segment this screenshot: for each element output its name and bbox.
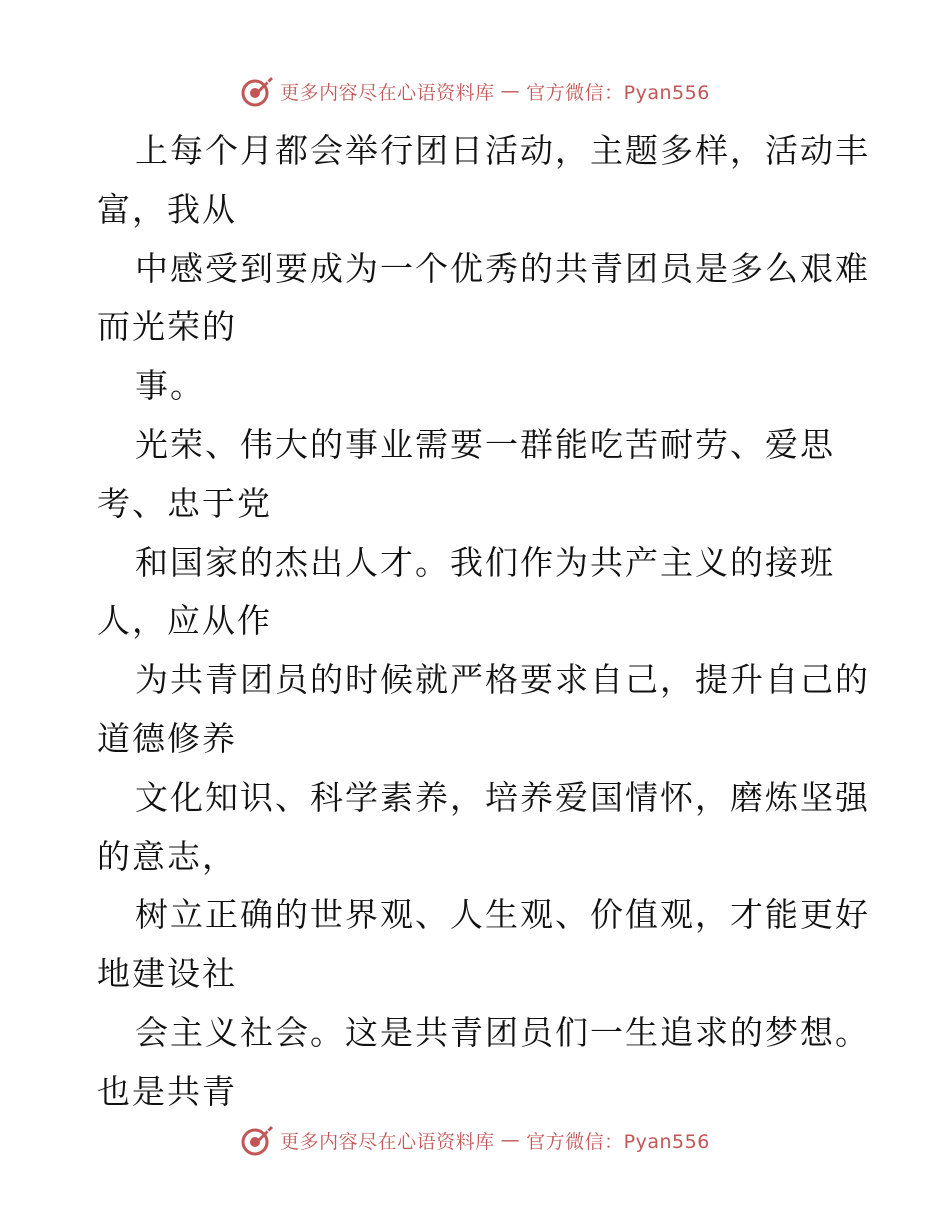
header-watermark: [0, 71, 950, 111]
text-line: 的意志，: [97, 836, 237, 876]
text-line: 人，应从作: [97, 601, 272, 641]
text-line: 光荣、伟大的事业需要一群能吃苦耐劳、爱思: [135, 424, 835, 464]
text-line: 树立正确的世界观、人生观、价值观，才能更好: [135, 895, 870, 935]
watermark-wechat-text: 官方微信：Pyan556: [526, 81, 710, 104]
watermark-wechat-text: 官方微信：Pyan556: [526, 1130, 710, 1153]
text-line: 为共青团员的时候就严格要求自己，提升自己的: [135, 660, 870, 700]
text-line: 而光荣的: [97, 307, 237, 347]
document-body: [97, 122, 870, 1122]
watermark-separator: —: [500, 80, 521, 102]
text-line: 考、忠于党: [97, 483, 272, 523]
text-line: 也是共青: [97, 1071, 237, 1111]
watermark-site-text: 更多内容尽在心语资料库: [280, 1130, 495, 1153]
text-line: 文化知识、科学素养，培养爱国情怀，磨炼坚强: [135, 777, 870, 817]
text-line: 上每个月都会举行团日活动，主题多样，活动丰: [135, 131, 870, 170]
watermark-separator: —: [500, 1129, 521, 1151]
text-line: 中感受到要成为一个优秀的共青团员是多么艰难: [135, 248, 870, 288]
quill-pen-logo-icon: [240, 1123, 274, 1157]
text-line: 和国家的杰出人才。我们作为共产主义的接班: [135, 542, 835, 582]
watermark-site-text: 更多内容尽在心语资料库: [280, 81, 495, 104]
text-line: 会主义社会。这是共青团员们一生追求的梦想。: [135, 1012, 870, 1052]
text-line: 富，我从: [97, 189, 237, 229]
text-line: 事。: [135, 366, 205, 406]
quill-pen-logo-icon: [240, 74, 274, 108]
text-line: 地建设社: [97, 954, 237, 994]
footer-watermark: [0, 1120, 950, 1160]
text-line: 道德修养: [97, 718, 237, 758]
